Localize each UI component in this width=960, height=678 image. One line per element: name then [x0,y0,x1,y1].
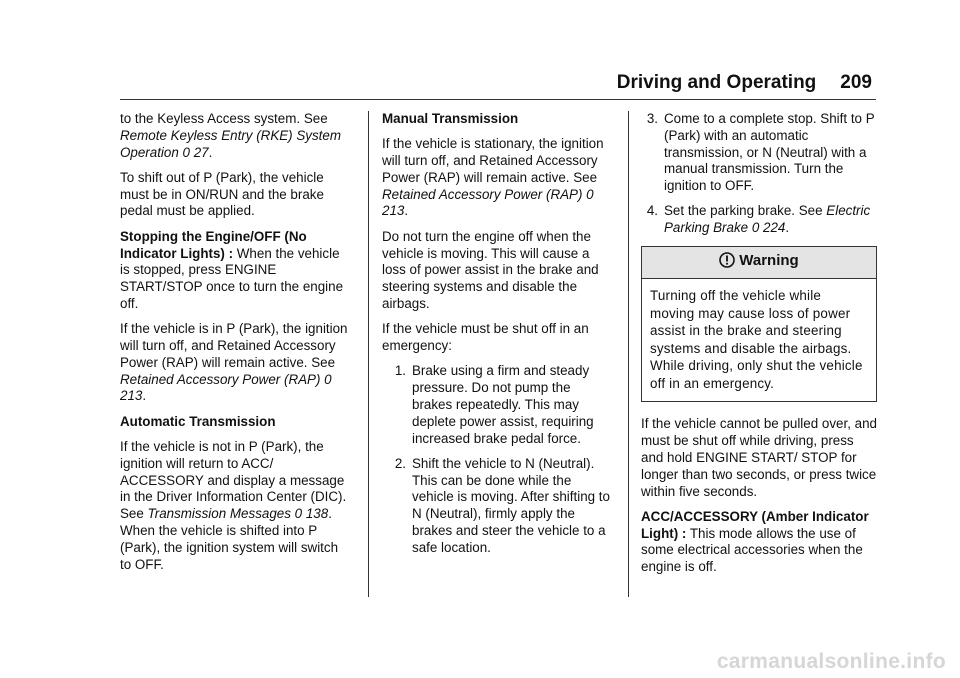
text: . [142,388,147,404]
page-ref-arrow-icon: 0 [294,506,303,522]
list-item [641,111,877,195]
list-item [641,203,877,237]
column-3 [641,111,877,585]
paragraph-cannot-pull-over: If the vehicle cannot be pulled over, and must be shut off while driving, press and hold ENGINE START/ STOP for longer than two seconds, or press twice within five seconds. [641,416,877,499]
section-title: Driving and Operating [616,72,817,93]
text: to the Keyless Access system. See [120,111,328,126]
paragraph-shift-out: To shift out of P (Park), the vehicle must be in ON/RUN and the brake pedal must be applied. [120,169,324,219]
inline-heading: ACC/ACCESSORY (Amber Indicator Light) : [641,508,869,541]
warning-box [641,246,877,403]
column-divider-1 [368,111,369,597]
page-ref-number[interactable]: 27 [193,144,209,160]
cross-reference-link[interactable]: Retained Accessory Power (RAP) [382,186,583,202]
header-rule [120,99,876,100]
page-ref-number[interactable]: 224 [763,220,786,236]
step-number: 2. [394,455,406,471]
text: If the vehicle is stationary, the ignition will turn off, and Retained Accessory Power (RAP) will remain active. See [382,136,604,185]
text: If the vehicle is in P (Park), the ignition will turn off, and Retained Accessory Power (RAP) will remain active. See [120,321,348,370]
subheading-automatic-transmission: Automatic Transmission [120,413,276,429]
text: . [404,203,409,219]
warning-icon [719,252,735,273]
text: . [208,144,213,160]
paragraph-do-not-turn-off: Do not turn the engine off when the vehicle is moving. This will cause a loss of power assist in the brake and steering systems and disable the airbags. [382,228,599,311]
text: . [785,220,790,236]
list-item [382,456,614,557]
step-number: 4. [646,203,658,219]
inline-heading: Stopping the Engine/OFF (No Indicator Lights) : [120,228,307,261]
paragraph-emergency-intro: If the vehicle must be shut off in an emergency: [382,321,589,354]
page-ref-number[interactable]: 213 [382,203,405,219]
text: When the vehicle is stopped, press ENGINE START/STOP once to turn the engine off. [120,245,344,311]
step-text: Shift the vehicle to N (Neutral). This can be done while the vehicle is moving. After shifting to N (Neutral), firmly apply the brakes and steer the vehicle to a safe location. [412,455,610,555]
text: If the vehicle is not in P (Park), the ignition will return to ACC/ ACCESSORY and display a message in the Driver Information Center (DIC). See [120,439,347,522]
column-divider-2 [628,111,629,597]
page-ref-number[interactable]: 213 [120,388,143,404]
text: . When the vehicle is shifted into P (Park), the ignition system will switch to OFF. [120,506,339,572]
cross-reference-link[interactable]: Remote Keyless Entry (RKE) System Operation [120,127,342,160]
warning-header [642,247,876,280]
page-header [617,72,872,94]
page-ref-number[interactable]: 138 [305,506,329,522]
step-number: 3. [646,111,658,126]
subheading-manual-transmission: Manual Transmission [382,111,519,126]
column-2 [382,111,614,565]
step-text: Brake using a firm and steady pressure. Do not pump the brakes repeatedly. This may deplete power assist, requiring increased brake pedal force. [412,363,594,446]
step-text [664,203,877,237]
paragraph-park-rap [120,321,352,405]
page-ref-arrow-icon: 0 [182,144,190,160]
watermark: carmanualsonline.info [716,650,946,673]
paragraph-stopping-engine [120,229,352,313]
page-ref-arrow-icon: 0 [751,220,760,236]
page-number: 209 [840,72,872,93]
cross-reference-link[interactable]: Retained Accessory Power (RAP) [120,371,321,387]
list-item [382,363,614,447]
paragraph-stationary [382,136,614,220]
page-ref-arrow-icon: 0 [324,371,332,387]
cross-reference-link[interactable]: Electric Parking Brake [664,203,871,236]
text: This mode allows the use of some electrical accessories when the engine is off. [641,525,863,575]
step-text: Come to a complete stop. Shift to P (Park) with an automatic transmission, or N (Neutral) with a manual transmission. Turn the ignition to OFF. [664,111,875,194]
cross-reference-link[interactable]: Transmission Messages [147,506,291,522]
page-ref-arrow-icon: 0 [586,186,594,202]
paragraph-not-in-park [120,439,352,573]
column-1 [120,111,352,582]
step-number: 1. [394,363,406,379]
warning-title: Warning [739,251,799,269]
text: Set the parking brake. See [664,203,827,219]
paragraph-keyless [120,111,352,161]
paragraph-acc-accessory [641,509,877,576]
warning-body: Turning off the vehicle while moving may cause loss of power assist in the brake and steering systems and disable the airbags. While driving, only shut the vehicle off in an emergency. [650,288,863,391]
